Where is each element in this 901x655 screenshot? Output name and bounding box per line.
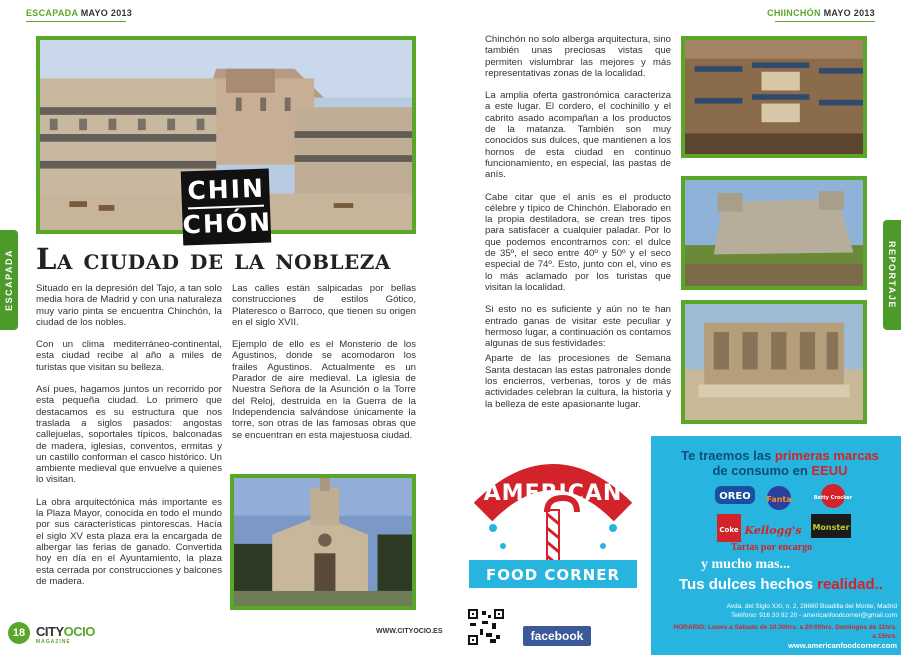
qr-code-icon[interactable] <box>465 606 507 648</box>
issue-date: MAYO 2013 <box>80 8 133 18</box>
svg-text:Monster: Monster <box>812 523 850 532</box>
section-label: CHIINCHÓN <box>767 8 821 18</box>
ad-tagline: Te traemos las primeras marcas de consumo en EEUU <box>681 448 879 478</box>
side-tab-left: ESCAPADA <box>0 230 18 330</box>
ad-slogan: Tus dulces hechos realidad.. <box>679 576 883 593</box>
svg-text:AMERICAN: AMERICAN <box>483 481 623 506</box>
svg-text:Fanta: Fanta <box>766 495 792 504</box>
chinchon-logo: CHIN CHÓN <box>181 168 272 245</box>
balconies-photo <box>681 36 867 158</box>
website-url[interactable]: WWW.CITYOCIO.ES <box>376 628 443 635</box>
svg-text:Kellogg's: Kellogg's <box>744 524 802 537</box>
svg-text:Betty Crocker: Betty Crocker <box>813 495 853 501</box>
svg-text:Coke: Coke <box>719 526 739 534</box>
paragraph: Así pues, hagamos juntos un recorrido por esta pequeña ciudad. Lo primero que destacamos es su estructura que nos traslada a siglos pasados: angostas callejuelas, soportales típicos, balconadas de madera, iglesias, conventos, ermitas y un castillo conforman el casco histórico. Un ambiente medieval que envuelve a quienes lo visitan. <box>36 384 222 486</box>
svg-text:FOOD CORNER: FOOD CORNER <box>485 566 621 584</box>
section-label: ESCAPADA <box>26 8 78 18</box>
paragraph: Situado en la depresión del Tajo, a tan solo media hora de Madrid y con una naturaleza muy vario pinta se encuentra Chinchón, la ciudad de los nobles. <box>36 283 222 328</box>
facebook-button[interactable]: facebook <box>523 626 591 646</box>
ad-mucho-mas: y mucho mas... <box>701 557 791 572</box>
fountain-photo <box>681 300 867 424</box>
paragraph: Si esto no es suficiente y aún no te han entrado ganas de visitar este peculiar y hermoso lugar, a continuación os contamos algunas de sus festividades: <box>485 304 671 350</box>
header-rule-right <box>775 21 875 22</box>
american-food-corner-ad[interactable] <box>451 436 901 655</box>
paragraph: Cabe citar que el anís es el producto célebre y típico de Chinchón. Elaborado en la propia destiladora, se crean tres tipos para satisfacer a cualquier paladar. Por lo que podemos encontrarnos con: el dulce de 35º, el seco entre 40º y 50º y el seco especial de 74º. Esto, junto con el, vino es lo más aclamado por los turistas que visitan la localidad. <box>485 191 671 293</box>
header-left <box>26 8 132 18</box>
castle-photo <box>681 176 867 290</box>
ad-tartas: Tartas por encargo <box>731 542 813 553</box>
paragraph: Con un clima mediterráneo-continental, esta ciudad recibe al año a miles de turistas que visitan su belleza. <box>36 339 222 373</box>
paragraph: Chinchón no solo alberga arquitectura, sino también unas preciosas vistas que permiten vislumbrar las mejores y más representativas zonas de la localidad. <box>485 34 671 79</box>
article-column-3 <box>485 34 671 421</box>
ad-contact: Avda. del Siglo XXI, n. 2, 28660 Boadilla del Monte, Madrid Teléfono: 916 33 92 20 - americanfoodcorner@gmail.com HORARIO: Lunes a Sábado de 10:30hrs. a 20:00hrs. Domingos de 11hrs. a 15hrs. www.americanfoodcorner.com <box>673 603 897 650</box>
svg-text:OREO: OREO <box>719 491 751 502</box>
header-rule-left <box>26 21 126 22</box>
paragraph: Aparte de las procesiones de Semana Santa destacan las estas patronales donde los encierros, verbenas, toros y de más actividades celebran la cultura, la historia y la belleza de este apasionante lugar. <box>485 353 671 410</box>
header-right <box>767 8 875 18</box>
article-column-1 <box>36 283 222 598</box>
paragraph: La obra arquitectónica más importante es la Plaza Mayor, conocida en todo el mundo por sus características pintorescas. Hacía el siglo XV esta plaza era la encargada de albergar las ferias de ganado. Convertida hoy en día en el Ayuntamiento, la plaza esta cerrada por construcciones y balcones de madera. <box>36 496 222 587</box>
paragraph: Las calles están salpicadas por bellas construcciones de estilos Gótico, Plateresco o Barroco, que tienen su origen en el siglo XVII. <box>232 283 416 328</box>
issue-date: MAYO 2013 <box>823 8 875 18</box>
magazine-brand: CITYOCIO MAGAZINE <box>36 624 95 645</box>
follow-label: siguenos en: <box>539 616 579 623</box>
american-food-corner-logo <box>463 442 643 592</box>
paragraph: Ejemplo de ello es el Monsterio de los Agustinos, donde se acomodaron los frailes Agustinos. Actualmente es un Parador de aire medieval. La iglesia de Nuestra Señora de la Asunción o la Torre del Reloj, destruida en la Guerra de la Independencia salvándose únicamente la torre, son otras de las famosas obras que se encuentran en esta majestuosa ciudad. <box>232 339 416 441</box>
page-number: 18 <box>8 622 30 644</box>
article-column-2 <box>232 283 416 452</box>
church-photo <box>230 474 416 610</box>
article-title: La ciudad de la nobleza <box>36 242 391 276</box>
paragraph: La amplia oferta gastronómica caracteriza a este lugar. El cordero, el cochinillo y el cabrito asado acompañan a los productos de la matanza. También son muy conocidos sus dulces, que mantienen a los hornos de esta ciudad en continuo funcionamiento, en especial, las pastas de anís. <box>485 90 671 181</box>
side-tab-right: REPORTAJE <box>883 220 901 330</box>
